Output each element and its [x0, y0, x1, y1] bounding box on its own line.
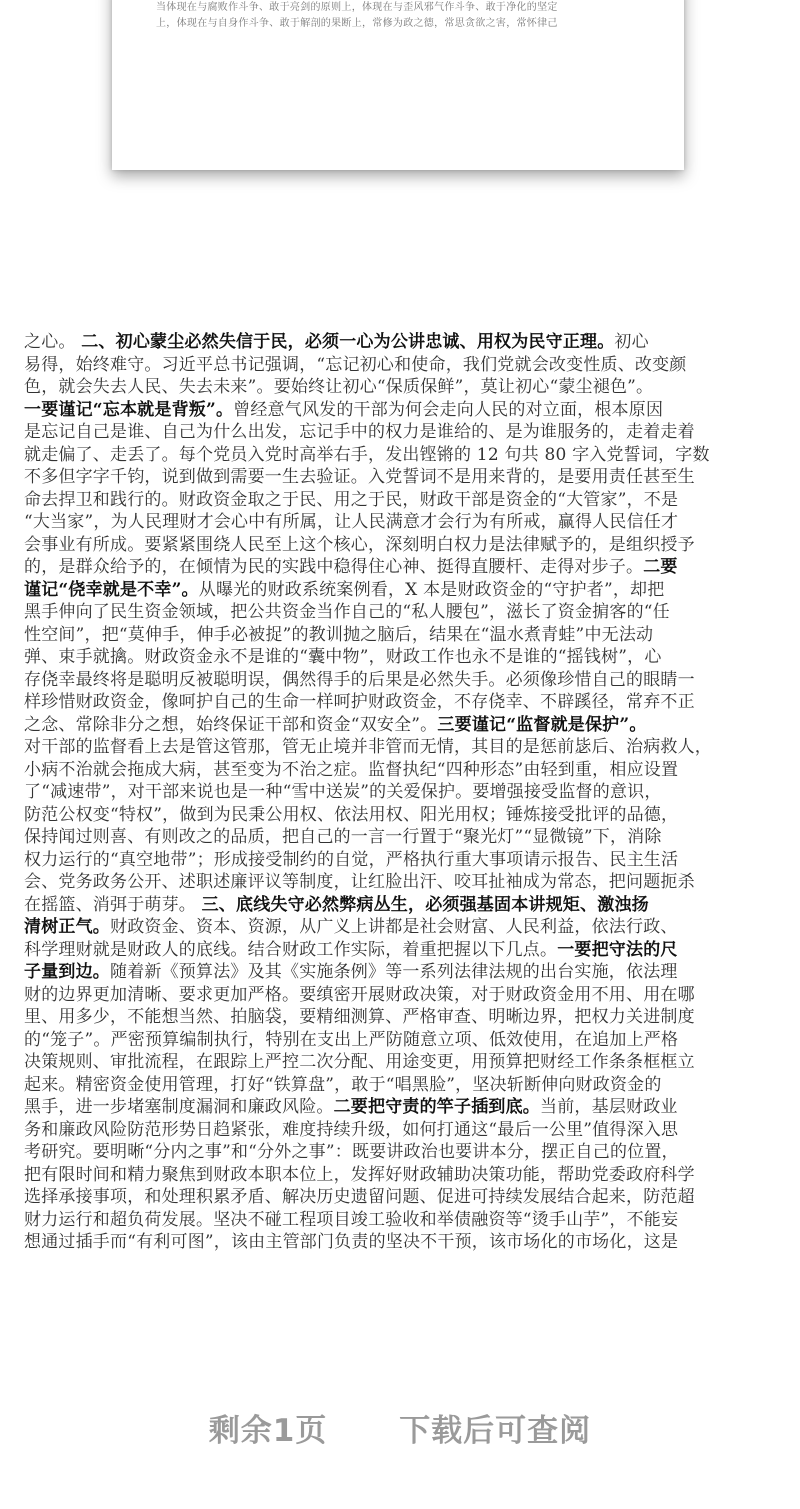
body-text: 性空间”，把“莫伸手，伸手必被捉”的教训抛之脑后，结果在“温水煮青蛙”中无法动 [24, 624, 654, 645]
paragraph-line [24, 1096, 784, 1119]
paragraph-line [24, 376, 784, 399]
body-text: 当前，基层财政业 [540, 1097, 678, 1117]
body-text: 决策规则、审批流程，在跟踪上严控二次分配、用途变更，用预算把财经工作条条框框立 [24, 1052, 695, 1072]
paragraph-line [24, 646, 784, 669]
bold-heading-text: 二要 [643, 557, 678, 577]
download-to-view-label[interactable]: 下载后可查阅 [399, 1413, 592, 1449]
body-text: 黑手伸向了民生资金领域，把公共资金当作自己的“私人腰包”，滋长了资金掮客的“任 [24, 602, 670, 622]
paragraph-line [24, 714, 784, 737]
body-text: 防范公权变“特权”，做到为民秉公用权、依法用权、阳光用权；锤炼接受批评的品德， [24, 804, 679, 825]
bold-heading-text: 二、初心蒙尘必然失信于民，必须一心为公讲忠诚、用权为民守正理。 [81, 332, 615, 352]
paragraph-line [24, 826, 784, 849]
paragraph-line [24, 1051, 784, 1074]
paragraph-line [24, 1074, 784, 1097]
paragraph-line [24, 759, 784, 782]
bold-heading-text: 一要谨记“忘本就是背叛”。 [24, 399, 234, 420]
body-text: 易得，始终难守。习近平总书记强调，“忘记初心和使命，我们党就会改变性质、改变颜 [24, 354, 687, 375]
download-prompt[interactable] [0, 1405, 800, 1450]
body-text: 会事业有所成。要紧紧围绕人民至上这个核心，深刻明白权力是法律赋予的，是组织授予 [24, 534, 695, 555]
paragraph-line [24, 736, 784, 759]
paragraph-line [24, 961, 784, 984]
body-text: 的，是群众给予的，在倾情为民的实践中稳得住心神、挺得直腰杆、走得对步子。 [24, 557, 644, 577]
paragraph-line [24, 534, 784, 557]
body-text: 初心 [614, 332, 649, 352]
preview-line: 当体现在与腐败作斗争、敢于亮剑的原则上，体现在与歪风邪气作斗争、敢于净化的坚定 [156, 2, 558, 13]
paragraph-line [24, 1164, 784, 1187]
paragraph-line [24, 984, 784, 1007]
remaining-pages-label: 剩余1页 [208, 1413, 328, 1449]
paragraph-line [24, 489, 784, 512]
paragraph-line [24, 354, 784, 377]
paragraph-line [24, 331, 784, 354]
body-text: 里、用多少，不能想当然、拍脑袋，要精细测算、严格审查、明晰边界，把权力关进制度 [24, 1007, 695, 1027]
paragraph-line [24, 1186, 784, 1209]
body-text: 财力运行和超负荷发展。坚决不碰工程项目竣工验收和举债融资等“烫手山芋”，不能妄 [24, 1209, 679, 1230]
body-text: 务和廉政风险防范形势日趋紧张，难度持续升级，如何打通这“最后一公里”值得深入思 [24, 1119, 679, 1140]
body-text: 财政资金、资本、资源，从广义上讲都是社会财富、人民利益，依法行政、 [110, 917, 678, 937]
paragraph-line [24, 601, 784, 624]
paragraph-line [24, 1006, 784, 1029]
bold-heading-text: 谨记“侥幸就是不幸”。 [24, 579, 199, 600]
paragraph-line [24, 1231, 784, 1254]
paragraph-line [24, 421, 784, 444]
paragraph-line [24, 871, 784, 894]
body-text: 会、党务政务公开、述职述廉评议等制度，让红脸出汗、咬耳扯袖成为常态，把问题扼杀 [24, 872, 695, 892]
paragraph-line [24, 1141, 784, 1164]
body-text: 黑手，进一步堵塞制度漏洞和廉政风险。 [24, 1097, 334, 1117]
body-text: 曾经意气风发的干部为何会走向人民的对立面，根本原因 [233, 399, 664, 420]
paragraph-line [24, 894, 784, 917]
body-text: 财的边界更加清晰、要求更加严格。要缜密开展财政决策，对于财政资金用不用、用在哪 [24, 984, 695, 1005]
paragraph-line [24, 579, 784, 602]
paragraph-line [24, 939, 784, 962]
paragraph-line [24, 781, 784, 804]
body-text: 命去捍卫和践行的。财政资金取之于民、用之于民，财政干部是资金的“大管家”，不是 [24, 489, 679, 510]
body-text: 随着新《预算法》及其《实施条例》等一系列法律法规的出台实施，依法理 [110, 962, 678, 982]
bold-heading-text: 二要把守责的竿子插到底。 [333, 1097, 541, 1117]
body-text: 从曝光的财政系统案例看，X 本是财政资金的“守护者”，却把 [198, 579, 665, 600]
body-text: 考研究。要明晰“分内之事”和“分外之事”：既要讲政治也要讲本分，摆正自己的位置， [24, 1142, 679, 1162]
preview-text [156, 0, 646, 31]
body-text: 想通过插手而“有利可图”，该由主管部门负责的坚决不干预，该市场化的市场化，这是 [24, 1232, 679, 1252]
body-text: 选择承接事项，和处理积累矛盾、解决历史遗留问题、促进可持续发展结合起来，防范超 [24, 1187, 695, 1207]
body-text: 保持闻过则喜、有则改之的品质，把自己的一言一行置于“聚光灯”“显微镜”下，消除 [24, 827, 662, 847]
bold-heading-text: 三要谨记“监督就是保护”。 [437, 714, 647, 735]
body-text: 对干部的监督看上去是管这管那，管无止境并非管而无情，其目的是惩前毖后、治病救人， [24, 737, 712, 757]
body-text: 就走偏了、走丢了。每个党员入党时高举右手，发出铿锵的 12 句共 80 字入党誓词，字数 [24, 444, 710, 465]
body-text: 小病不治就会拖成大病，甚至变为不治之症。监督执纪“四种形态”由轻到重，相应设置 [24, 759, 679, 780]
body-text: 起来。精密资金使用管理，打好“铁算盘”，敢于“唱黑脸”，坚决斩断伸向财政资金的 [24, 1074, 662, 1095]
paragraph-line [24, 691, 784, 714]
bold-heading-text: 一要把守法的尺 [557, 939, 678, 960]
paragraph-line [24, 1029, 784, 1052]
document-preview-card [112, 0, 684, 170]
body-text: 的“笼子”。严密预算编制执行，特别在支出上严防随意立项、低效使用，在追加上严格 [24, 1029, 679, 1050]
body-text: 存侥幸最终将是聪明反被聪明误，偶然得手的后果是必然失手。必须像珍惜自己的眼睛一 [24, 669, 695, 690]
body-text: 了“减速带”，对干部来说也是一种“雪中送炭”的关爱保护。要增强接受监督的意识， [24, 782, 662, 802]
paragraph-line [24, 556, 784, 579]
body-text: “大当家”，为人民理财才会心中有所属，让人民满意才会行为有所戒，赢得人民信任才 [24, 512, 679, 532]
bold-heading-text: 清树正气。 [24, 917, 110, 937]
preview-line: 上，体现在与自身作斗争、敢于解剖的果断上，常修为政之德，常思贪欲之害，常怀律己 [156, 17, 558, 29]
body-text: 在摇篮、消弭于萌芽。 [24, 894, 202, 915]
paragraph-line [24, 669, 784, 692]
body-text: 不多但字字千钧，说到做到需要一生去验证。入党誓词不是用来背的，是要用责任甚至生 [24, 467, 695, 487]
paragraph-line [24, 849, 784, 872]
body-text: 之念、常除非分之想，始终保证干部和资金“双安全”。 [24, 714, 438, 735]
document-body [24, 331, 784, 1254]
body-text: 色，就会失去人民、失去未来”。要始终让初心“保质保鲜”，莫让初心“蒙尘褪色”。 [24, 377, 654, 397]
bold-heading-text: 子量到边。 [24, 962, 110, 982]
body-text: 之心。 [24, 332, 82, 352]
body-text: 是忘记自己是谁、自己为什么出发，忘记手中的权力是谁给的、是为谁服务的，走着走着 [24, 422, 695, 442]
paragraph-line [24, 624, 784, 647]
body-text: 样珍惜财政资金，像呵护自己的生命一样呵护财政资金，不存侥幸、不辟蹊径，常弃不正 [24, 692, 695, 712]
body-text: 把有限时间和精力聚焦到财政本职本位上，发挥好财政辅助决策功能，帮助党委政府科学 [24, 1164, 695, 1185]
paragraph-line [24, 804, 784, 827]
paragraph-line [24, 916, 784, 939]
body-text: 科学理财就是财政人的底线。结合财政工作实际，着重把握以下几点。 [24, 939, 558, 960]
paragraph-line [24, 444, 784, 467]
body-text: 权力运行的“真空地带”；形成接受制约的自觉，严格执行重大事项请示报告、民主生活 [24, 849, 679, 870]
paragraph-line [24, 511, 784, 534]
paragraph-line [24, 1119, 784, 1142]
body-text: 弹、束手就擒。财政资金永不是谁的“囊中物”，财政工作也永不是谁的“摇钱树”，心 [24, 647, 662, 667]
bold-heading-text: 三、底线失守必然弊病丛生，必须强基固本讲规矩、激浊扬 [201, 894, 649, 915]
paragraph-line [24, 466, 784, 489]
paragraph-line [24, 399, 784, 422]
paragraph-line [24, 1209, 784, 1232]
